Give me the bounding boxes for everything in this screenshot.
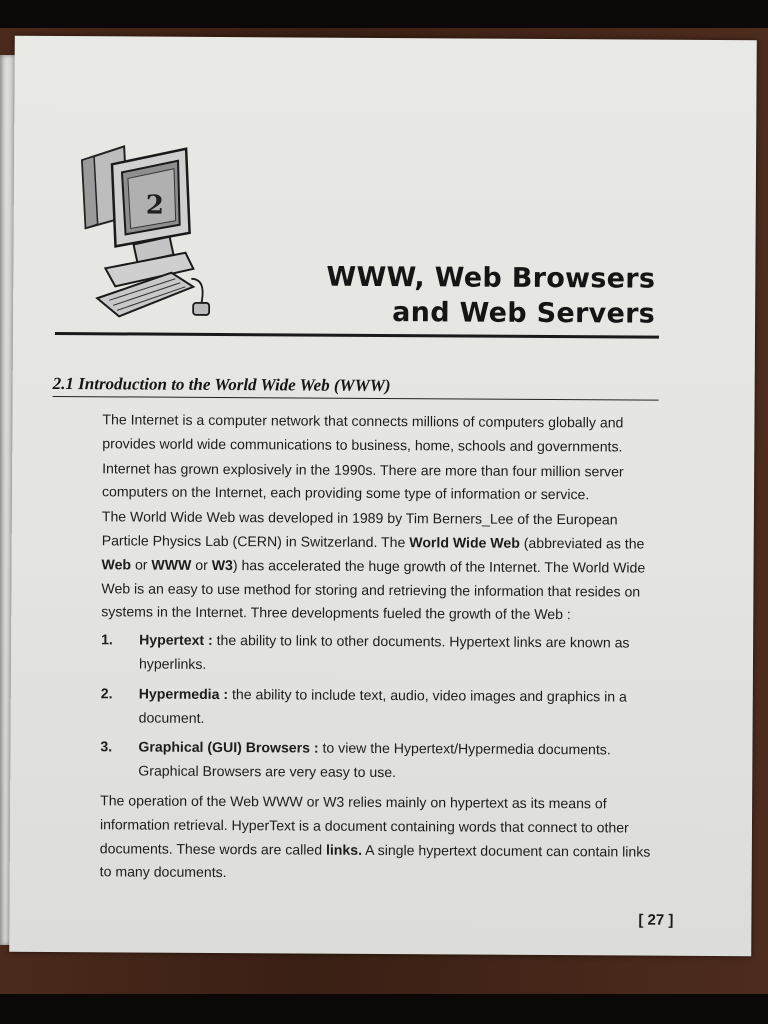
paragraph-4-text: The operation of the Web WWW or W3 relies mainly on hypertext as its means of information retrieval. HyperText is a document containing words that connect to other documents. These words are called bbox=[99, 792, 629, 858]
term-www: WWW bbox=[151, 556, 192, 573]
developments-list bbox=[100, 628, 661, 786]
computer-illustration-icon bbox=[75, 128, 236, 329]
paragraph-3 bbox=[101, 505, 662, 627]
term-links: links. bbox=[325, 841, 363, 858]
list-term: Hypertext : bbox=[139, 631, 213, 649]
chapter-title bbox=[326, 260, 655, 332]
list-term: Hypermedia : bbox=[138, 685, 229, 702]
section-heading: 2.1 Introduction to the World Wide Web (WWW) bbox=[52, 373, 391, 396]
paragraph-3-text: The World Wide Web was developed in 1989 by Tim Berners_Lee of the European Particle Physics Lab (CERN) in Switzerland. The bbox=[101, 508, 618, 551]
page-number: [ 27 ] bbox=[638, 911, 674, 929]
title-divider bbox=[55, 332, 659, 339]
list-item bbox=[101, 682, 661, 733]
paragraph-3-text: (abbreviated as the bbox=[519, 534, 645, 552]
chapter-title-line-2: and Web Servers bbox=[392, 297, 656, 330]
term-world-wide-web: World Wide Web bbox=[409, 534, 520, 551]
term-web: Web bbox=[101, 556, 132, 573]
list-text bbox=[138, 736, 660, 787]
chapter-title-line-1: WWW, Web Browsers bbox=[326, 261, 656, 295]
paragraph-3-text: or bbox=[191, 556, 212, 573]
list-description: the ability to link to other documents. Hypertext links are known as hyperlinks. bbox=[138, 632, 630, 672]
section-divider bbox=[53, 396, 659, 401]
list-number: 3. bbox=[100, 738, 113, 755]
book-page bbox=[9, 36, 757, 957]
paragraph-1: The Internet is a computer network that connects millions of computers globally and provides world wide communications to business, home, schools and governments. bbox=[102, 411, 624, 455]
list-number: 1. bbox=[101, 631, 113, 648]
body-text bbox=[100, 408, 663, 889]
paragraph-2: Internet has grown explosively in the 1990s. There are more than four million server computers on the Internet, each providing some type of information or service. bbox=[101, 459, 624, 503]
list-term: Graphical (GUI) Browsers : bbox=[138, 738, 319, 756]
list-item bbox=[101, 628, 661, 679]
paragraph-3-text: ) has accelerated the huge growth of the Internet. The World Wide Web is an easy to use method for storing and retrieving the information that resides on systems in the Internet. Three developments fueled the growth of the Web : bbox=[101, 556, 646, 623]
list-item bbox=[100, 736, 660, 787]
term-w3: W3 bbox=[211, 556, 233, 573]
paragraph-4 bbox=[100, 789, 661, 888]
list-description: the ability to include text, audio, video images and graphics in a document. bbox=[138, 685, 627, 726]
paragraph-3-text: or bbox=[131, 556, 152, 573]
list-number: 2. bbox=[100, 685, 113, 702]
list-description: to view the Hypertext/Hypermedia documents. Graphical Browsers are very easy to use. bbox=[138, 739, 611, 781]
list-text bbox=[139, 682, 661, 733]
list-text bbox=[139, 629, 661, 680]
paragraph-4-text: A single hypertext document can contain links to many documents. bbox=[99, 841, 651, 881]
chapter-number: 2 bbox=[145, 190, 164, 221]
